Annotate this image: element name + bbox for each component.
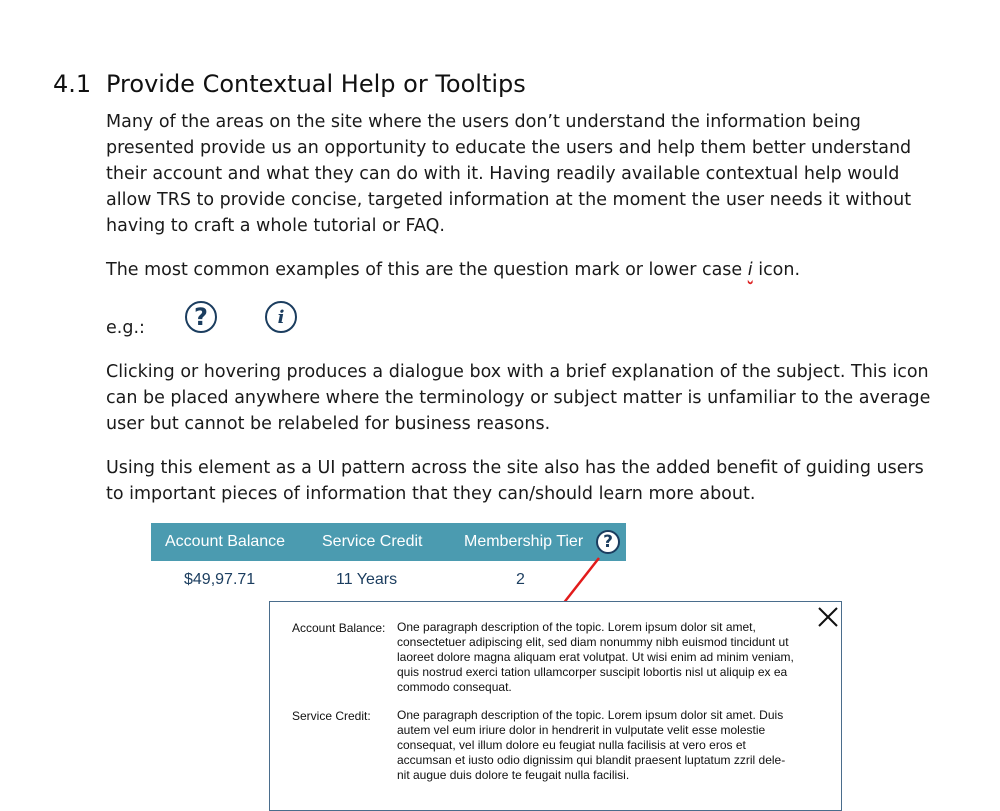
info-circle-icon: i	[265, 301, 297, 333]
eg-label: e.g.:	[106, 318, 145, 338]
value-account-balance: $49,97.71	[184, 571, 256, 588]
dialog-term-account-balance: Account Balance:	[292, 621, 386, 635]
intro-paragraph: Many of the areas on the site where the users don’t understand the information being presented provide us an opportunity to educate the users and help them better understand their account and what they can do with it. Having readily available contextual help would allow TRS to provide concise, targeted information at the moment the user needs it without having to craft a whole tutorial or FAQ.	[106, 112, 912, 236]
dialog-term-service-credit: Service Credit:	[292, 709, 371, 723]
behavior-paragraph: Clicking or hovering produces a dialogue box with a brief explanation of the subject. This icon can be placed anywhere where the terminology or subject matter is unfamiliar to the average user but cannot be relabeled for business reasons.	[106, 362, 931, 434]
header-membership-tier: Membership Tier	[464, 533, 584, 550]
examples-text-end: icon.	[752, 260, 801, 280]
benefit-paragraph: Using this element as a UI pattern across the site also has the added benefit of guiding users to important pieces of information that they can/should learn more about.	[106, 458, 924, 504]
dialog-desc-account-balance: One paragraph description of the topic. Lorem ipsum dolor sit amet, consectetuer adipiscing elit, sed diam nonummy nibh euismod tincidunt ut laoreet dolore magna aliquam erat volutpat. Ut wisi enim ad minim veniam, quis nostrud exerci tation ullamcorper suscipit lobortis nisl ut aliquip ex ea commodo consequat.	[397, 620, 794, 694]
close-icon[interactable]	[815, 604, 841, 630]
section-number: 4.1	[53, 70, 92, 98]
question-circle-icon: ?	[185, 301, 217, 333]
info-letter: i	[747, 260, 753, 280]
value-service-credit: 11 Years	[336, 571, 398, 588]
header-account-balance: Account Balance	[165, 533, 286, 550]
help-question-icon[interactable]: ?	[596, 530, 620, 554]
header-service-credit: Service Credit	[322, 533, 423, 550]
section-title: Provide Contextual Help or Tooltips	[106, 70, 526, 98]
dialog-desc-service-credit: One paragraph description of the topic. Lorem ipsum dolor sit amet. Duis autem vel eum iriure dolor in hendrerit in vulputate velit esse molestie consequat, vel illum dolore eu feugiat nulla facilisis at vero eros et accumsan et iusto odio dignissim qui blandit praesent luptatum zzril dele-nit augue duis dolore te feugait nulla facilisi.	[397, 708, 786, 782]
value-membership-tier: 2	[516, 571, 525, 588]
examples-text-start: The most common examples of this are the question mark or lower case	[106, 260, 748, 280]
